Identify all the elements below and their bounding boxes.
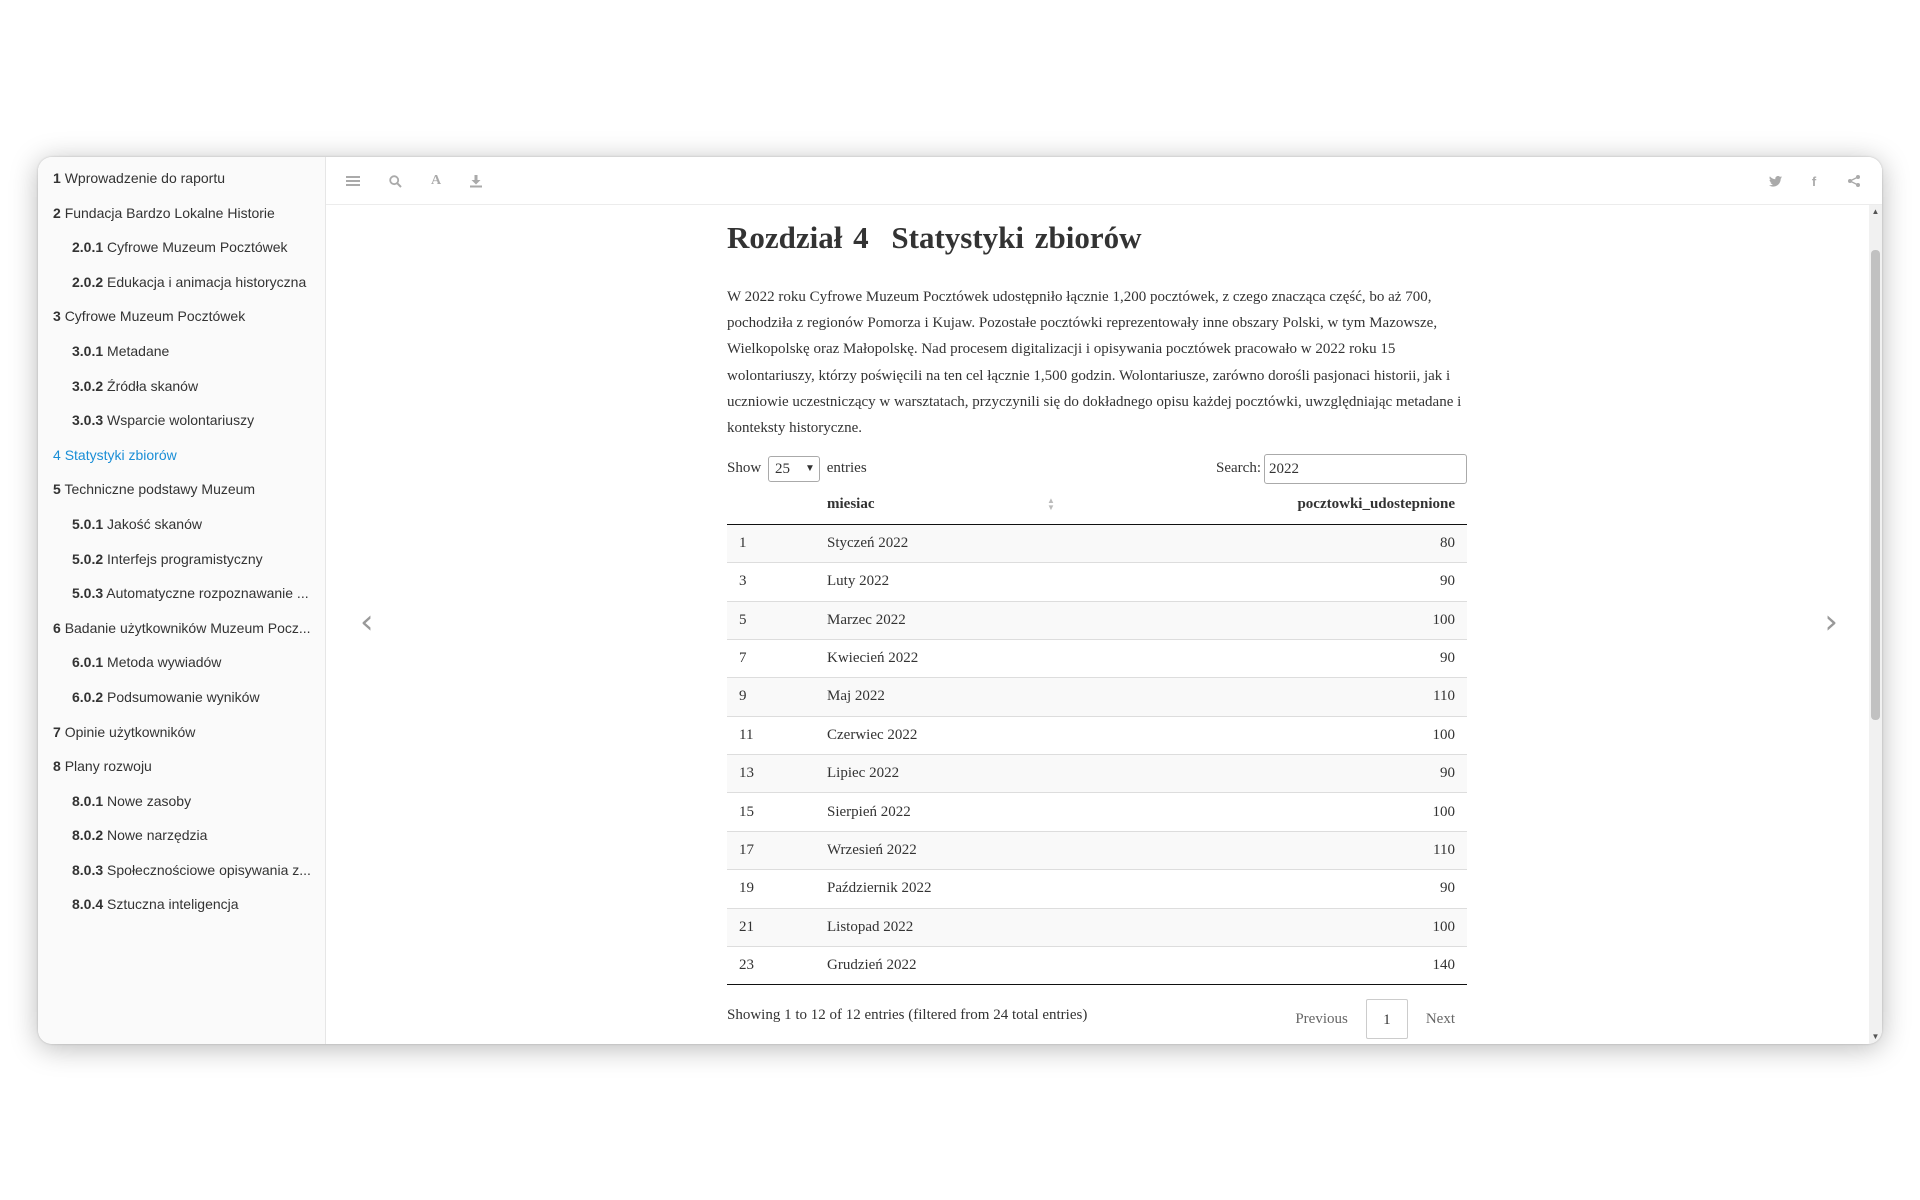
page-title <box>727 217 1467 259</box>
toc-item-8-0-4[interactable] <box>38 887 325 922</box>
toc-item-5[interactable] <box>38 472 325 507</box>
length-control <box>727 453 867 483</box>
table-row <box>727 601 1467 639</box>
toc-item-3-0-2[interactable] <box>38 369 325 404</box>
column-header-index[interactable] <box>727 486 815 524</box>
toc-item-number: 8 <box>53 758 61 775</box>
toc-item-2-0-2[interactable] <box>38 265 325 300</box>
previous-chapter-arrow-icon[interactable]: ‹ <box>360 602 374 642</box>
cell-miesiac: Sierpień 2022 <box>815 793 1055 831</box>
toc-item-label: Społecznościowe opisywania z... <box>107 861 311 878</box>
toc-item-label: Wsparcie wolontariuszy <box>107 412 255 429</box>
table-row <box>727 793 1467 831</box>
next-page-button[interactable]: Next <box>1425 1011 1455 1028</box>
menu-icon[interactable] <box>343 171 363 191</box>
cell-id: 21 <box>727 908 815 946</box>
toc-item-number: 5.0.1 <box>72 515 104 532</box>
facebook-icon[interactable]: f <box>1811 173 1817 189</box>
search-input[interactable]: 2022 <box>1264 454 1467 484</box>
cell-value: 100 <box>1055 908 1467 946</box>
toc-item-number: 2.0.1 <box>72 239 104 256</box>
cell-miesiac: Wrzesień 2022 <box>815 831 1055 869</box>
cell-miesiac: Grudzień 2022 <box>815 947 1055 985</box>
toc-item-number: 5.0.2 <box>72 550 104 567</box>
table-header-row <box>727 486 1467 524</box>
toc-item-number: 8.0.3 <box>72 861 104 878</box>
cell-id: 3 <box>727 563 815 601</box>
toc-item-6[interactable] <box>38 611 325 646</box>
cell-id: 13 <box>727 755 815 793</box>
cell-miesiac: Marzec 2022 <box>815 601 1055 639</box>
cell-miesiac: Kwiecień 2022 <box>815 639 1055 677</box>
toc-item-5-0-1[interactable] <box>38 507 325 542</box>
toc-item-5-0-3[interactable] <box>38 576 325 611</box>
toc-item-number: 1 <box>53 170 61 186</box>
toc-item-label: Nowe narzędzia <box>107 827 208 844</box>
table-row <box>727 716 1467 754</box>
toc-item-3[interactable] <box>38 299 325 334</box>
cell-miesiac: Maj 2022 <box>815 678 1055 716</box>
next-chapter-arrow-icon[interactable]: › <box>1824 602 1838 642</box>
scroll-down-icon[interactable]: ▼ <box>1871 1032 1880 1041</box>
cell-value: 90 <box>1055 563 1467 601</box>
toc-item-number: 8.0.2 <box>72 827 104 844</box>
cell-id: 5 <box>727 601 815 639</box>
cell-miesiac: Listopad 2022 <box>815 908 1055 946</box>
cell-id: 15 <box>727 793 815 831</box>
scroll-up-icon[interactable]: ▲ <box>1871 207 1880 216</box>
table-row <box>727 831 1467 869</box>
toc-item-label: Techniczne podstawy Muzeum <box>64 481 256 498</box>
toolbar <box>326 157 1882 205</box>
show-label: Show <box>727 460 762 477</box>
cell-id: 1 <box>727 524 815 562</box>
toc-item-number: 8.0.4 <box>72 896 104 913</box>
toc-item-8[interactable] <box>38 749 325 784</box>
table-row <box>727 947 1467 985</box>
table-row <box>727 639 1467 677</box>
cell-value: 90 <box>1055 755 1467 793</box>
cell-value: 110 <box>1055 678 1467 716</box>
search-icon[interactable] <box>385 171 405 191</box>
table-row <box>727 678 1467 716</box>
toc-item-label: Cyfrowe Muzeum Pocztówek <box>107 239 288 256</box>
toc-item-6-0-2[interactable] <box>38 680 325 715</box>
cell-miesiac: Styczeń 2022 <box>815 524 1055 562</box>
toc-item-number: 2.0.2 <box>72 273 104 290</box>
sort-icon: ▲ ▼ <box>1047 496 1055 513</box>
toc-item-8-0-3[interactable] <box>38 853 325 888</box>
cell-value: 90 <box>1055 870 1467 908</box>
cell-id: 19 <box>727 870 815 908</box>
twitter-icon[interactable] <box>1765 171 1785 191</box>
cell-value: 80 <box>1055 524 1467 562</box>
cell-value: 100 <box>1055 716 1467 754</box>
cell-value: 100 <box>1055 793 1467 831</box>
toc-item-number: 7 <box>53 723 61 740</box>
scrollbar-thumb[interactable] <box>1871 250 1880 720</box>
download-icon[interactable] <box>466 171 486 191</box>
cell-miesiac: Lipiec 2022 <box>815 755 1055 793</box>
cell-value: 90 <box>1055 639 1467 677</box>
cell-id: 7 <box>727 639 815 677</box>
table-controls <box>727 453 1467 483</box>
chapter-content <box>727 217 1467 1043</box>
share-icon[interactable] <box>1844 171 1864 191</box>
cell-value: 100 <box>1055 601 1467 639</box>
page-1-button[interactable]: 1 <box>1366 999 1408 1039</box>
entries-label: entries <box>826 460 867 477</box>
vertical-scrollbar[interactable] <box>1869 205 1882 1044</box>
entries-length-select[interactable] <box>768 456 820 482</box>
toc-sidebar <box>38 157 326 1044</box>
toc-item-6-0-1[interactable] <box>38 645 325 680</box>
table-info: Showing 1 to 12 of 12 entries (filtered from 24 total entries) <box>727 1007 1088 1024</box>
toc-item-number: 3 <box>53 308 61 325</box>
table-row <box>727 524 1467 562</box>
table-row <box>727 755 1467 793</box>
cell-id: 11 <box>727 716 815 754</box>
cell-miesiac: Luty 2022 <box>815 563 1055 601</box>
previous-page-button[interactable]: Previous <box>1295 1011 1348 1028</box>
toc-item-2-0-1[interactable] <box>38 230 325 265</box>
toc-item-label: Edukacja i animacja historyczna <box>107 273 307 290</box>
toc-item-label: Metadane <box>107 342 170 359</box>
cell-value: 140 <box>1055 947 1467 985</box>
search-control <box>1216 453 1467 484</box>
toc-item-number: 4 <box>53 446 61 463</box>
book-window <box>38 157 1882 1044</box>
chevron-down-icon: ▼ <box>805 462 815 474</box>
toc-item-3-0-3[interactable] <box>38 403 325 438</box>
pagination <box>1283 999 1467 1039</box>
toc-item-label: Automatyczne rozpoznawanie ... <box>106 585 309 602</box>
column-header-miesiac-label: miesiac <box>827 496 875 513</box>
toc-item-number: 3.0.3 <box>72 412 104 429</box>
toc-item-label: Sztuczna inteligencja <box>107 896 239 913</box>
toc-item-number: 5.0.3 <box>72 585 104 602</box>
column-header-pocztowki[interactable]: pocztowki_udostepnione <box>1055 486 1467 524</box>
toc-item-label: Badanie użytkowników Muzeum Pocz... <box>64 619 311 636</box>
toc-item-8-0-1[interactable] <box>38 784 325 819</box>
cell-miesiac: Październik 2022 <box>815 870 1055 908</box>
cell-id: 17 <box>727 831 815 869</box>
toc-item-8-0-2[interactable] <box>38 818 325 853</box>
toc-item-label: Jakość skanów <box>107 515 202 532</box>
toc-item-1[interactable] <box>38 161 325 196</box>
main-panel <box>326 157 1882 1044</box>
toc-item-label: Cyfrowe Muzeum Pocztówek <box>64 308 246 325</box>
toc-item-label: Podsumowanie wyników <box>107 688 260 705</box>
chapter-number: Rozdział 4 <box>727 220 869 255</box>
table-row <box>727 908 1467 946</box>
toc-item-label: Plany rozwoju <box>64 758 152 775</box>
toc-item-label: Interfejs programistyczny <box>107 550 263 567</box>
toc-item-label: Metoda wywiadów <box>107 654 222 671</box>
toc-item-label: Fundacja Bardzo Lokalne Historie <box>64 204 275 221</box>
toc-item-7[interactable] <box>38 715 325 750</box>
cell-id: 9 <box>727 678 815 716</box>
column-header-miesiac[interactable] <box>815 486 1055 524</box>
toc-item-label: Wprowadzenie do raportu <box>64 170 225 186</box>
toc-item-number: 3.0.2 <box>72 377 104 394</box>
toc-item-5-0-2[interactable] <box>38 542 325 577</box>
toc-item-label: Źródła skanów <box>107 377 199 394</box>
toc-item-number: 8.0.1 <box>72 792 104 809</box>
toc-item-number: 6.0.1 <box>72 654 104 671</box>
toc-list <box>38 157 325 922</box>
cell-miesiac: Czerwiec 2022 <box>815 716 1055 754</box>
entries-length-value: 25 <box>774 460 790 477</box>
table-footer <box>727 1003 1467 1043</box>
table-body <box>727 524 1467 985</box>
cell-value: 110 <box>1055 831 1467 869</box>
toc-item-number: 6 <box>53 619 61 636</box>
toc-item-4[interactable] <box>38 438 325 473</box>
table-row <box>727 563 1467 601</box>
chapter-title-text: Statystyki zbiorów <box>891 220 1142 255</box>
data-table <box>727 486 1467 985</box>
toc-item-label: Opinie użytkowników <box>64 723 196 740</box>
toc-item-number: 2 <box>53 204 61 221</box>
toc-item-2[interactable] <box>38 196 325 231</box>
search-label: Search: <box>1216 460 1261 477</box>
cell-id: 23 <box>727 947 815 985</box>
intro-paragraph: W 2022 roku Cyfrowe Muzeum Pocztówek udostępniło łącznie 1,200 pocztówek, z czego znacząca część, bo aż 700, pochodziła z regionów Pomorza i Kujaw. Pozostałe pocztówki reprezentowały inne obszary Polski, w tym Mazowsze, Wielkopolskę oraz Małopolskę. Nad procesem digitalizacji i opisywania pocztówek pracowało w 2022 roku 15 wolontariuszy, którzy poświęcili na ten cel łącznie 1,500 godzin. Wolontariusze, zarówno dorośli pasjonaci historii, jak i uczniowie uczestniczący w warsztatach, przyczynili się do dokładnego opisu każdej pocztówki, uwzględniając metadane i konteksty historyczne. <box>727 289 1462 437</box>
table-row <box>727 870 1467 908</box>
toc-item-3-0-1[interactable] <box>38 334 325 369</box>
toc-item-number: 6.0.2 <box>72 688 104 705</box>
toc-item-label: Nowe zasoby <box>107 792 192 809</box>
font-icon[interactable]: A <box>430 173 442 188</box>
toc-item-label: Statystyki zbiorów <box>64 446 177 463</box>
toc-item-number: 3.0.1 <box>72 342 104 359</box>
toc-item-number: 5 <box>53 481 61 498</box>
